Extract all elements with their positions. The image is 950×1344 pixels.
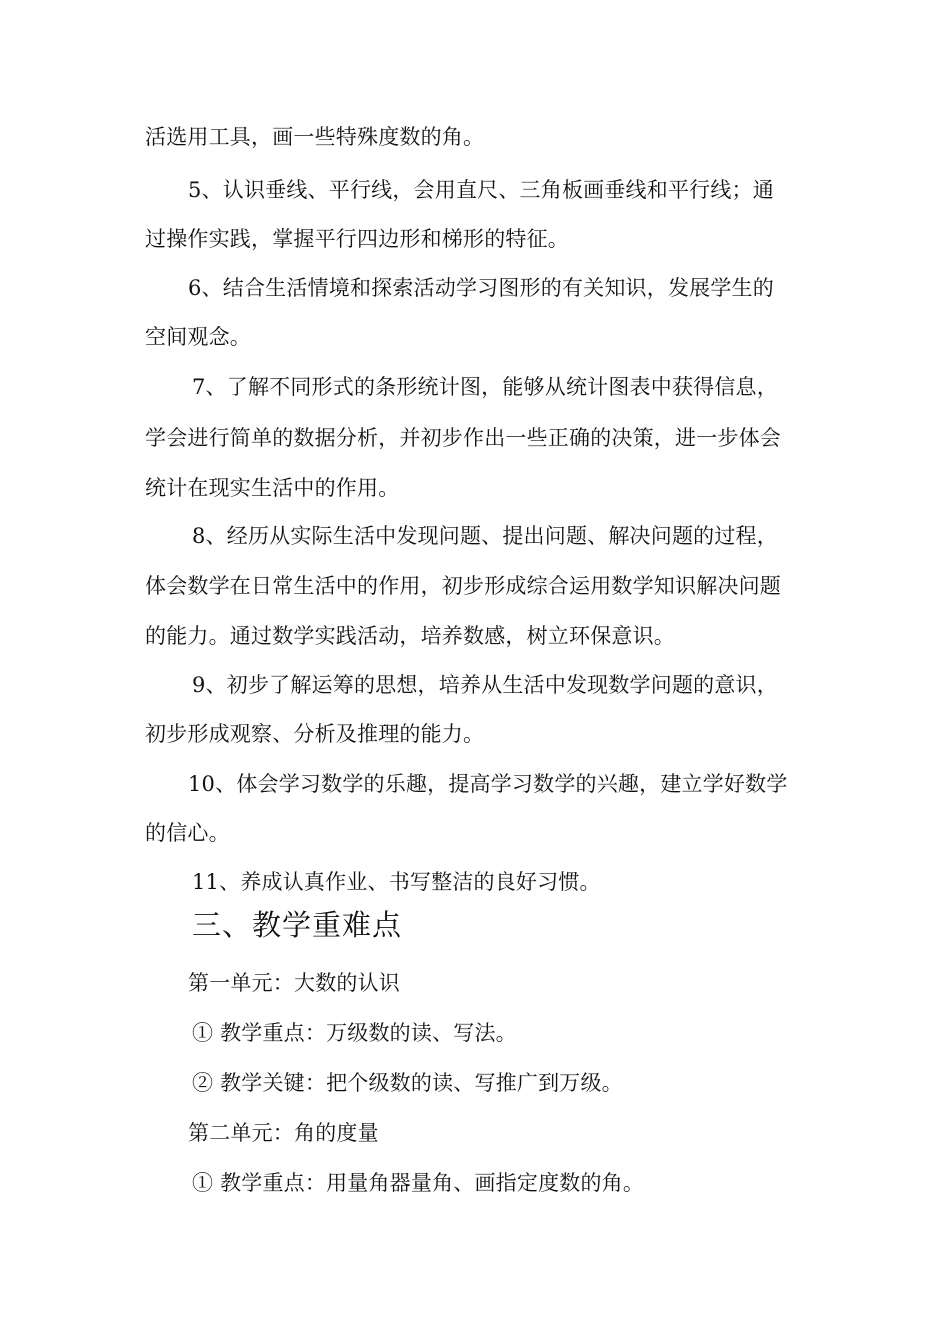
paragraph-line: 初步形成观察、分析及推理的能力。 [145,722,485,746]
paragraph-line: 学会进行简单的数据分析，并初步作出一些正确的决策，进一步体会 [145,426,781,450]
unit-title: 第二单元：角的度量 [188,1121,379,1145]
paragraph-line: 的能力。通过数学实践活动，培养数感，树立环保意识。 [145,624,675,648]
unit-item: ① 教学重点：用量角器量角、画指定度数的角。 [192,1171,645,1195]
paragraph-line: 体会数学在日常生活中的作用，初步形成综合运用数学知识解决问题 [145,574,781,598]
paragraph-line: 空间观念。 [145,325,251,349]
unit-item: ② 教学关键：把个级数的读、写推广到万级。 [192,1071,623,1095]
paragraph-line: 过操作实践，掌握平行四边形和梯形的特征。 [145,227,569,251]
paragraph-line: 的信心。 [145,821,230,845]
paragraph-line: 5、认识垂线、平行线，会用直尺、三角板画垂线和平行线；通 [188,178,774,202]
unit-item: ① 教学重点：万级数的读、写法。 [192,1021,517,1045]
section-heading: 三、教学重难点 [192,908,403,942]
paragraph-line: 10、体会学习数学的乐趣，提高学习数学的兴趣，建立学好数学 [188,772,788,796]
paragraph-line: 6、结合生活情境和探索活动学习图形的有关知识，发展学生的 [188,276,774,300]
paragraph-line: 9、初步了解运筹的思想，培养从生活中发现数学问题的意识， [192,673,778,697]
paragraph-line: 统计在现实生活中的作用。 [145,476,400,500]
paragraph-line: 7、了解不同形式的条形统计图，能够从统计图表中获得信息， [192,375,778,399]
paragraph-line: 8、经历从实际生活中发现问题、提出问题、解决问题的过程， [192,524,778,548]
unit-title: 第一单元：大数的认识 [188,971,400,995]
paragraph-line: 活选用工具，画一些特殊度数的角。 [145,125,485,149]
paragraph-line: 11、养成认真作业、书写整洁的良好习惯。 [192,870,601,894]
